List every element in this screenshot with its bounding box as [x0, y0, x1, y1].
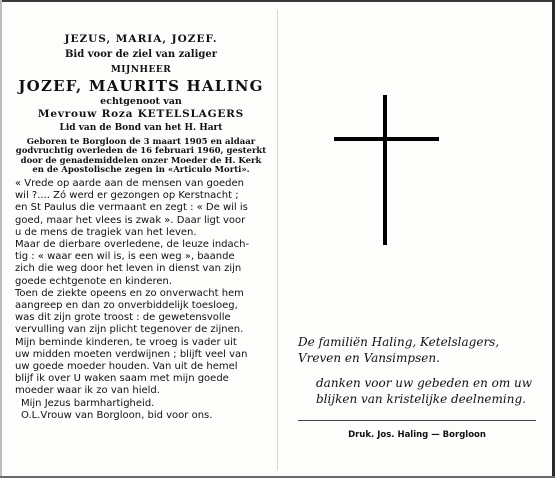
text-line: Mijn Jezus barmhartigheid.	[21, 397, 155, 409]
thanks-line: blijken van kristelijke deelneming.	[316, 392, 526, 406]
text-line: uw midden moeten verdwijnen ; blijft veel van	[15, 348, 248, 360]
family-thanks	[298, 334, 548, 407]
prayer-request: Bid voor de ziel van zaliger	[64, 49, 217, 60]
cross-icon	[334, 95, 439, 245]
text-line: en St Paulus die vermaant en zegt : « De wil is	[15, 202, 248, 214]
thanks-line: danken voor uw gebeden en om uw	[316, 376, 533, 390]
biography	[10, 138, 272, 176]
printer-divider	[298, 420, 536, 421]
text-line: blijf ik over U waken saam met mijn goede	[15, 373, 229, 385]
bio-line: Geboren te Borgloon de 3 maart 1905 en aldaar	[26, 137, 256, 147]
deceased-name: JOZEF, MAURITS HALING	[18, 77, 264, 95]
printer-credit: Druk. Jos. Haling — Borgloon	[348, 430, 486, 440]
bio-line: en de Apostolische zegen in «Articulo Morti».	[32, 165, 250, 176]
text-line: uw goede moeder houden. Van uit de hemel	[15, 361, 238, 373]
text-line: tig : « waar een wil is, is een weg », baande	[15, 251, 235, 263]
families-line: De familiën Haling, Ketelslagers,	[298, 335, 500, 349]
title: MIJNHEER	[110, 65, 172, 75]
text-line: vervulling van zijn plicht tegenover de zijnen.	[15, 324, 244, 336]
text-line: goede echtgenote en kinderen.	[15, 275, 173, 287]
card-fold	[277, 10, 278, 470]
text-line: was dit zijn grote troost : de gewetensvolle	[15, 312, 231, 324]
bio-line: godvruchtig overleden de 16 februari 1960, gesterkt	[15, 146, 267, 157]
text-line: moeder waar ik zo van hield.	[15, 385, 160, 397]
card-edge-top	[0, 0, 555, 2]
invocation: JEZUS, MARIA, JOZEF.	[64, 33, 218, 45]
text-line: « Vrede op aarde aan de mensen van goeden	[15, 178, 244, 189]
card-edge-left	[0, 0, 2, 478]
text-line: Mijn beminde kinderen, te vroeg is vader uit	[15, 336, 237, 348]
families-line: Vreven en Vansimpsen.	[298, 351, 440, 365]
bio-line: door de genademiddelen onzer Moeder de H. Kerk	[20, 155, 262, 166]
membership: Lid van de Bond van het H. Hart	[59, 123, 223, 133]
memorial-text	[15, 178, 273, 422]
text-line: Maar de dierbare overledene, de leuze indach-	[15, 239, 250, 251]
spacer	[298, 366, 548, 375]
spouse-intro: echtgenoot van	[100, 96, 182, 107]
text-line: u de mens de tragiek van het leven.	[15, 226, 197, 238]
spouse-name: Mevrouw Roza KETELSLAGERS	[37, 108, 245, 120]
text-line: zich die weg door het leven in dienst van zijn	[15, 263, 242, 275]
text-line: aangreep en dan zo onverbiddelijk toesloeg,	[15, 300, 238, 312]
cross-vertical-bar	[383, 95, 387, 245]
text-line: Toen de ziekte opeens en zo onverwacht hem	[15, 287, 244, 299]
cross-horizontal-bar	[334, 137, 439, 141]
text-line: O.L.Vrouw van Borgloon, bid voor ons.	[21, 409, 213, 421]
text-line: wil ?.... Zó werd er gezongen op Kerstnacht ;	[15, 190, 239, 202]
text-line: goed, maar het vlees is zwak ». Daar ligt voor	[15, 214, 246, 226]
